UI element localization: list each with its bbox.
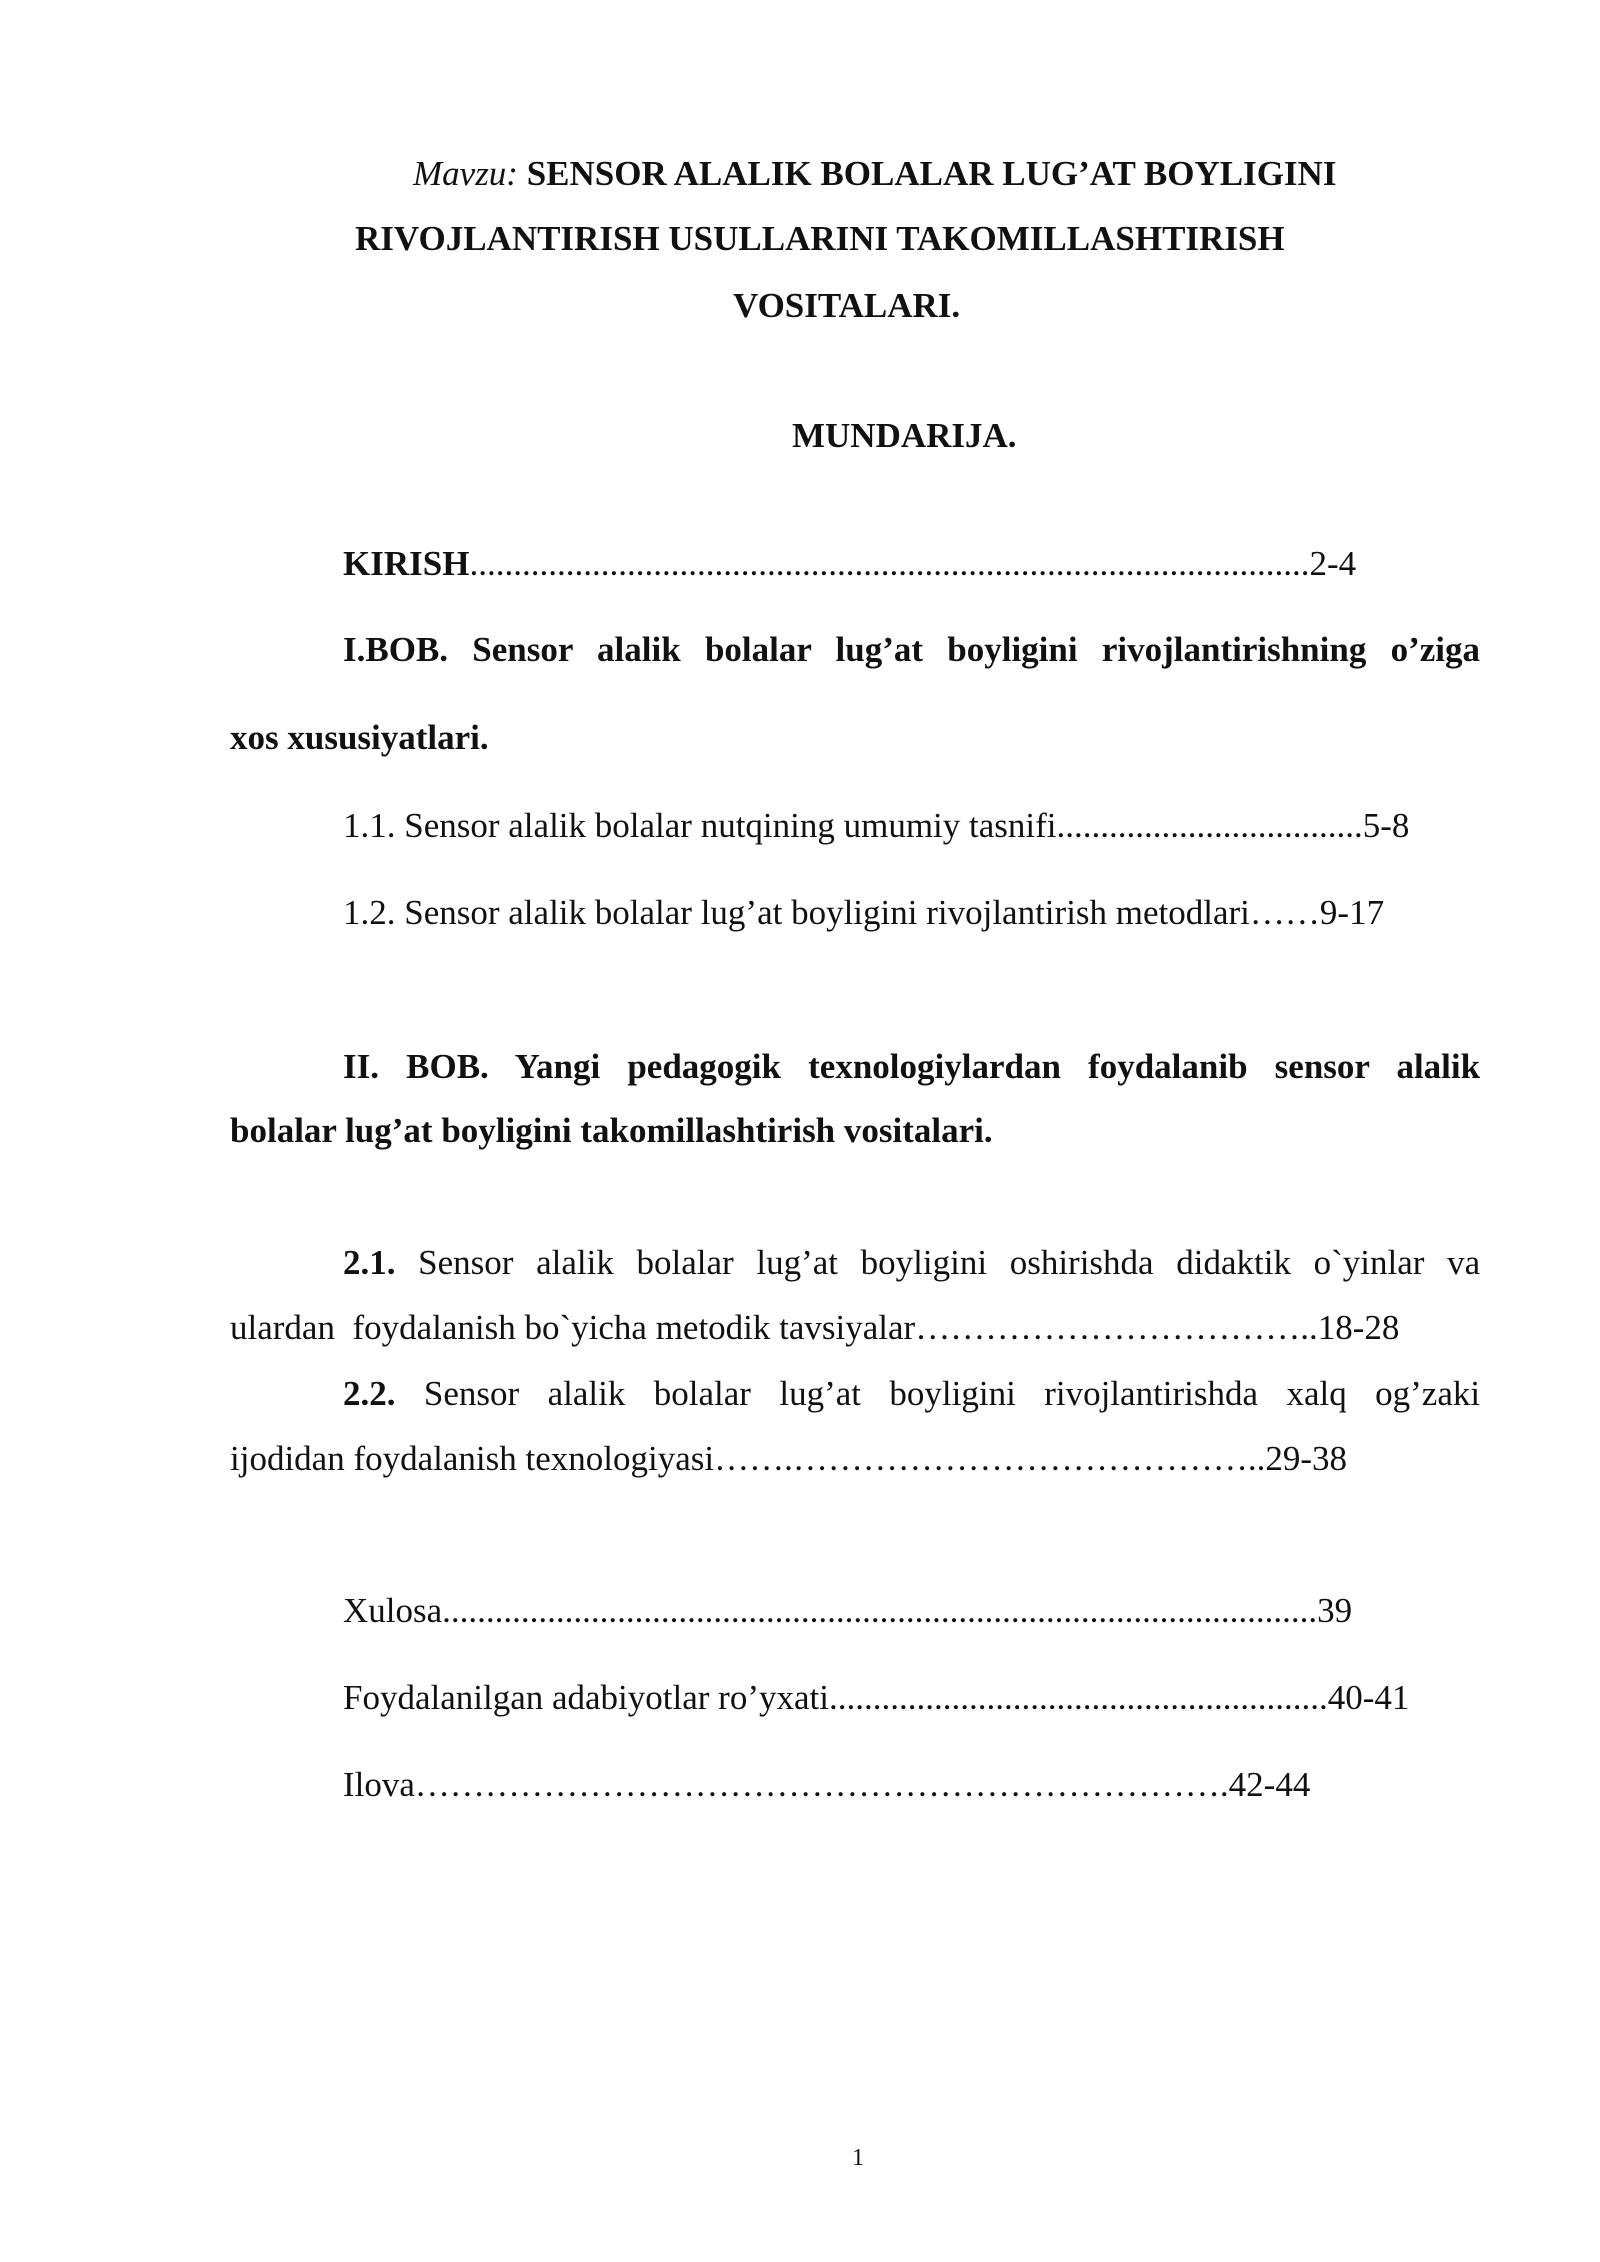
toc-page-range: 5-8 [1362,806,1410,845]
toc-entry-bob2-line1[interactable] [343,1049,1480,1084]
toc-entry-2-2-line1[interactable] [343,1376,1480,1411]
toc-word: lug’at [779,1374,861,1413]
toc-word: rivojlantirishda [1044,1374,1259,1413]
toc-entry-label: ijodidan foydalanish texnologiyasi [230,1439,715,1478]
toc-entry-label: ulardan foydalanish bo`yicha metodik tavsiyalar [230,1308,916,1347]
toc-word: alalik [597,630,681,669]
toc-leader-dots: …………………………….. [915,1308,1318,1347]
toc-word: bolalar [704,630,812,669]
toc-word: va [1447,1243,1481,1282]
toc-word: boyligini [947,630,1078,669]
toc-word: rivojlantirishning [1101,630,1367,669]
toc-word: xalq [1286,1374,1347,1413]
toc-page-range: 18-28 [1317,1308,1400,1347]
toc-leader-dots: …….………………………………….. [714,1439,1266,1478]
title-line-3: VOSITALARI. [733,286,961,325]
toc-entry-bob1-line1[interactable] [343,632,1480,667]
toc-entry-kirish[interactable] [343,546,1356,581]
toc-word: Sensor [418,1243,514,1282]
toc-word: Yangi [514,1047,601,1086]
toc-word: I.BOB. [343,630,449,669]
toc-word: alalik [547,1374,626,1413]
toc-entry-label: 1.2. Sensor alalik bolalar lug’at boyligini rivojlantirish metodlari [343,893,1250,932]
title-label: Mavzu: [413,154,518,193]
toc-leader-dots: …… [1249,893,1320,932]
toc-word: didaktik [1176,1243,1291,1282]
toc-entry-adabiyotlar[interactable] [343,1680,1409,1715]
toc-entry-label: Ilova [343,1765,415,1804]
toc-entry-1-2[interactable] [343,895,1384,930]
toc-entry-ilova[interactable] [343,1767,1310,1802]
toc-entry-bob1-line2: xos xususiyatlari. [230,718,489,757]
toc-leader-dots: ................................... [1056,806,1363,845]
toc-page-range: 2-4 [1309,544,1357,583]
toc-word: og’zaki [1375,1374,1481,1413]
toc-page-range: 29-38 [1265,1439,1347,1478]
toc-entry-xulosa[interactable] [343,1593,1352,1628]
toc-word: sensor [1274,1047,1370,1086]
toc-word: alalik [536,1243,614,1282]
title-line-2: RIVOJLANTIRISH USULLARINI TAKOMILLASHTIRISH [355,219,1285,258]
toc-word: alalik [1396,1047,1481,1086]
toc-leader-dots: ……………………………………………………………. [414,1765,1229,1804]
toc-entry-label: Foydalanilgan adabiyotlar ro’yxati [343,1678,829,1717]
toc-word: o’ziga [1390,630,1480,669]
toc-word: bolalar [653,1374,751,1413]
toc-leader-dots: ................................................................................................ [469,544,1310,583]
toc-word: pedagogik [627,1047,781,1086]
toc-entry-2-2-line2[interactable] [230,1441,1347,1476]
toc-word: texnologiylardan [808,1047,1061,1086]
toc-leader-dots: .................................................................................................... [442,1591,1318,1630]
toc-word: lug’at [835,630,924,669]
toc-word: boyligini [860,1243,988,1282]
toc-leader-dots: ......................................................... [828,1678,1328,1717]
toc-entry-2-1-line1[interactable] [343,1245,1480,1280]
toc-entry-2-1-line2[interactable] [230,1310,1399,1345]
title-text-1: SENSOR ALALIK BOLALAR LUG’AT BOYLIGINI [526,154,1337,193]
page-number: 1 [852,2145,864,2171]
toc-word: oshirishda [1009,1243,1154,1282]
toc-page-range: 40-41 [1327,1678,1410,1717]
toc-word: o`yinlar [1313,1243,1425,1282]
toc-word: bolalar [636,1243,734,1282]
toc-entry-1-1[interactable] [343,808,1409,843]
toc-entry-number: 2.2. [343,1374,396,1413]
toc-word: lug’at [756,1243,838,1282]
toc-page-range: 9-17 [1319,893,1385,932]
toc-word: boyligini [889,1374,1016,1413]
toc-word: BOB. [406,1047,489,1086]
toc-page-range: 39 [1317,1591,1353,1630]
toc-entry-bob2-line2: bolalar lug’at boyligini takomillashtirish vositalari. [230,1111,993,1150]
toc-word: foydalanib [1088,1047,1248,1086]
toc-entry-label: 1.1. Sensor alalik bolalar nutqining umumiy tasnifi [343,806,1057,845]
toc-heading: MUNDARIJA. [792,416,1017,455]
toc-entry-label: KIRISH [343,544,470,583]
toc-entry-number: 2.1. [343,1243,396,1282]
toc-word: Sensor [472,630,573,669]
toc-word: II. [343,1047,379,1086]
toc-entry-label: Xulosa [343,1591,443,1630]
title-line-1 [413,156,1336,191]
toc-word: Sensor [423,1374,520,1413]
toc-page-range: 42-44 [1228,1765,1311,1804]
